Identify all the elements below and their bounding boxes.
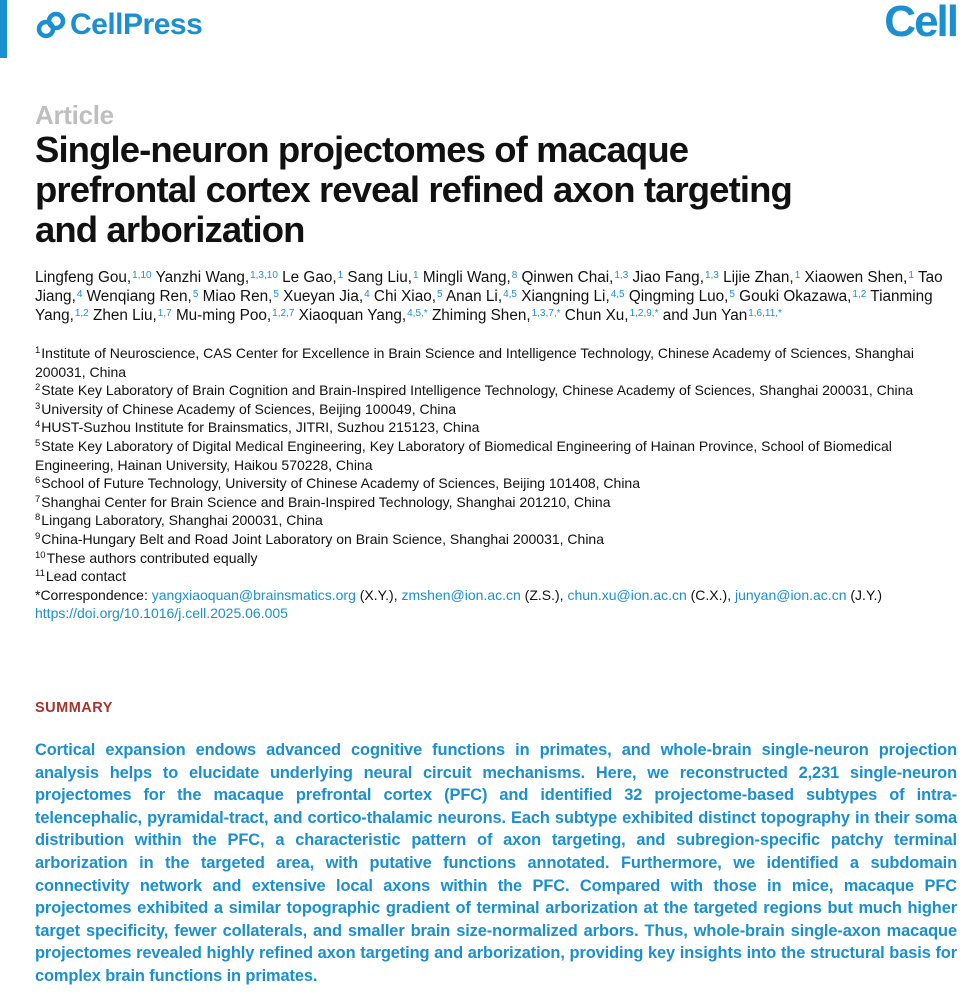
author-affiliation-refs[interactable]: 4 <box>364 289 370 300</box>
author-affiliation-refs[interactable]: 4,5,* <box>407 308 428 319</box>
author: Gouki Okazawa,$^{1,2}$ <box>739 288 867 305</box>
affiliation-text: University of Chinese Academy of Sciences, Beijing 100049, China <box>41 400 457 417</box>
publisher-logo[interactable] <box>36 10 202 40</box>
author-affiliation-refs[interactable]: 1,3 <box>614 270 629 281</box>
cellpress-logo-icon <box>36 10 66 40</box>
author: Mu-ming Poo,$^{1,2,7}$ <box>175 307 295 324</box>
affiliation-number: 5 <box>35 437 41 449</box>
author: Yanzhi Wang,$^{1,3,10}$ <box>155 269 278 286</box>
affiliation-number: 9 <box>35 530 41 542</box>
author-affiliation-refs[interactable]: 5 <box>436 289 443 300</box>
author: Miao Ren,$^5$ <box>202 288 279 305</box>
journal-logo[interactable]: Cell <box>884 0 957 46</box>
affiliation <box>35 511 965 530</box>
author-affiliation-refs[interactable]: 4,5 <box>610 289 625 300</box>
affiliation <box>35 474 965 493</box>
affiliation <box>35 381 965 400</box>
publisher-name: CellPress <box>70 8 203 41</box>
author-affiliation-refs[interactable]: 5 <box>729 289 735 300</box>
affiliation <box>35 344 965 381</box>
affiliation <box>35 549 965 568</box>
author: Lijie Zhan,$^1$ <box>723 269 801 286</box>
email-link[interactable]: junyan@ion.ac.cn <box>734 586 847 603</box>
author-affiliation-refs[interactable]: 1,7 <box>157 308 172 319</box>
affiliation-number: 10 <box>35 549 46 561</box>
affiliation-number: 11 <box>35 568 45 580</box>
author-affiliation-refs[interactable]: 1,2 <box>74 308 89 319</box>
author: Qingming Luo,$^5$ <box>628 288 735 305</box>
affiliation <box>35 530 965 549</box>
author: Sang Liu,$^1$ <box>347 269 419 286</box>
author: Xueyan Jia,$^4$ <box>283 288 370 305</box>
author-affiliation-refs[interactable]: 4 <box>76 289 83 300</box>
email-link[interactable]: zmshen@ion.ac.cn <box>401 586 521 603</box>
summary-heading: SUMMARY <box>35 700 113 716</box>
author: Le Gao,$^1$ <box>282 269 344 286</box>
author: Mingli Wang,$^8$ <box>422 269 518 286</box>
affiliation <box>35 567 965 586</box>
author-affiliation-refs[interactable]: 1,10 <box>132 270 152 281</box>
affiliation-text: These authors contributed equally <box>46 549 258 566</box>
affiliation <box>35 400 965 419</box>
author-affiliation-refs[interactable]: 5 <box>192 289 199 300</box>
author-list <box>35 268 965 325</box>
author-affiliation-refs[interactable]: 8 <box>511 270 518 281</box>
author-affiliation-refs[interactable]: 1,3,10 <box>250 270 278 281</box>
author: Zhiming Shen,$^{1,3,7,*}$ <box>431 307 561 324</box>
affiliation <box>35 418 965 437</box>
article-type: Article <box>35 100 114 130</box>
email-link[interactable]: yangxiaoquan@brainsmatics.org <box>151 586 356 603</box>
author: Lingfeng Gou,$^{1,10}$ <box>35 269 152 286</box>
summary-text: Cortical expansion endows advanced cognitive functions in primates, and whole-brain single-neuron projection analysis helps to elucidate underlying neural circuit mechanisms. Here, we reconstructed 2,231 single-neuron projectomes for the macaque prefrontal cortex (PFC) and identified 32 projectome-based subtypes of intra-telencephalic, pyramidal-tract, and cortico-thalamic neurons. Each subtype exhibited distinct topography in their soma distribution within the PFC, a characteristic pattern of axon targeting, and subregion-specific patchy terminal arborization in the targeted area, with putative functions annotated. Furthermore, we identified a subdomain connectivity network and extensive local axons within the PFC. Compared with those in mice, macaque PFC projectomes exhibited a similar topographic gradient of terminal arborization at the targeted regions but much higher target specificity, fewer collaterals, and smaller brain size-normalized arbors. Thus, whole-brain single-axon macaque projectomes revealed highly refined axon targeting and arborization, providing key insights into the structural basis for complex brain functions in primates. <box>35 741 957 985</box>
author-affiliation-refs[interactable]: 1 <box>337 270 344 281</box>
author-affiliation-refs[interactable]: 5 <box>273 289 279 300</box>
author: Zhen Liu,$^{1,7}$ <box>93 307 172 324</box>
affiliation <box>35 493 965 512</box>
author-affiliation-refs[interactable]: 1,2,7 <box>272 308 295 319</box>
affiliation-number: 4 <box>35 419 41 431</box>
author-affiliation-refs[interactable]: 1,2 <box>852 289 867 300</box>
article-title: Single-neuron projectomes of macaque prefrontal cortex reveal refined axon targeting and arborization <box>35 129 792 250</box>
affiliation <box>35 437 965 474</box>
edge-accent-bar <box>0 0 7 58</box>
author-affiliation-refs[interactable]: 1,2,9,* <box>629 308 659 319</box>
doi-link[interactable]: https://doi.org/10.1016/j.cell.2025.06.005 <box>35 605 288 622</box>
affiliation-number: 7 <box>35 493 41 505</box>
author: Tianming Yang,$^{1,2}$ <box>35 288 933 324</box>
author: Anan Li,$^{4,5}$ <box>445 288 517 305</box>
author: Qinwen Chai,$^{1,3}$ <box>521 269 629 286</box>
author: Wenqiang Ren,$^5$ <box>86 288 199 305</box>
correspondence-label: *Correspondence: <box>35 586 152 603</box>
affiliation-text: Institute of Neuroscience, CAS Center for Excellence in Brain Science and Intelligence Technology, Chinese Academy of Sciences, Shanghai 200031, China <box>35 345 914 380</box>
affiliation-number: 1 <box>35 345 41 356</box>
author: Chi Xiao,$^5$ <box>373 288 443 305</box>
affiliation-text: Shanghai Center for Brain Science and Brain-Inspired Technology, Shanghai 201210, China <box>41 493 611 510</box>
affiliation-text: School of Future Technology, University of Chinese Academy of Sciences, Beijing 101408, China <box>41 475 641 492</box>
affiliation-text: Lead contact <box>45 568 127 585</box>
affiliation-number: 6 <box>35 475 41 487</box>
affiliation-number: 8 <box>35 512 41 524</box>
author-affiliation-refs[interactable]: 1,3,7,* <box>531 308 561 319</box>
author-affiliation-refs[interactable]: 1 <box>413 270 419 281</box>
author-affiliation-refs[interactable]: 1,3 <box>704 270 719 281</box>
author-affiliation-refs[interactable]: 1,6,11,* <box>748 308 782 319</box>
author: Xiangning Li,$^{4,5}$ <box>521 288 625 305</box>
author: Xiaoquan Yang,$^{4,5,*}$ <box>298 307 428 324</box>
affiliation-text: State Key Laboratory of Brain Cognition and Brain-Inspired Intelligence Technology, Chinese Academy of Sciences, Shanghai 200031, China <box>41 382 914 399</box>
author-affiliation-refs[interactable]: 4,5 <box>503 289 517 300</box>
author-affiliation-refs[interactable]: 1 <box>908 270 914 281</box>
affiliation-text: HUST-Suzhou Institute for Brainsmatics, JITRI, Suzhou 215123, China <box>41 419 480 436</box>
affiliation-list <box>35 344 965 623</box>
affiliation-text: China-Hungary Belt and Road Joint Laboratory on Brain Science, Shanghai 200031, China <box>41 530 604 547</box>
affiliation-number: 3 <box>35 400 41 412</box>
author: and Jun Yan$^{1,6,11,*}$ <box>662 307 782 324</box>
author: Tao Jiang,$^4$ <box>35 269 943 305</box>
affiliation-text: Lingang Laboratory, Shanghai 200031, China <box>41 512 323 529</box>
author: Jiao Fang,$^{1,3}$ <box>632 269 719 286</box>
email-link[interactable]: chun.xu@ion.ac.cn <box>567 586 687 603</box>
affiliation-number: 2 <box>35 382 41 394</box>
author-affiliation-refs[interactable]: 1 <box>794 270 801 281</box>
correspondence: *Correspondence: yangxiaoquan@brainsmatics.org (X.Y.), zmshen@ion.ac.cn (Z.S.), chun.xu@ion.ac.cn (C.X.), junyan@ion.ac.cn (J.Y.) <box>35 586 883 603</box>
author: Xiaowen Shen,$^1$ <box>804 269 914 286</box>
author: Chun Xu,$^{1,2,9,*}$ <box>564 307 659 324</box>
affiliation-text: State Key Laboratory of Digital Medical Engineering, Key Laboratory of Biomedical Engineering of Hainan Province, School of Biomedical Engineering, Hainan University, Haikou 570228, China <box>35 437 892 473</box>
